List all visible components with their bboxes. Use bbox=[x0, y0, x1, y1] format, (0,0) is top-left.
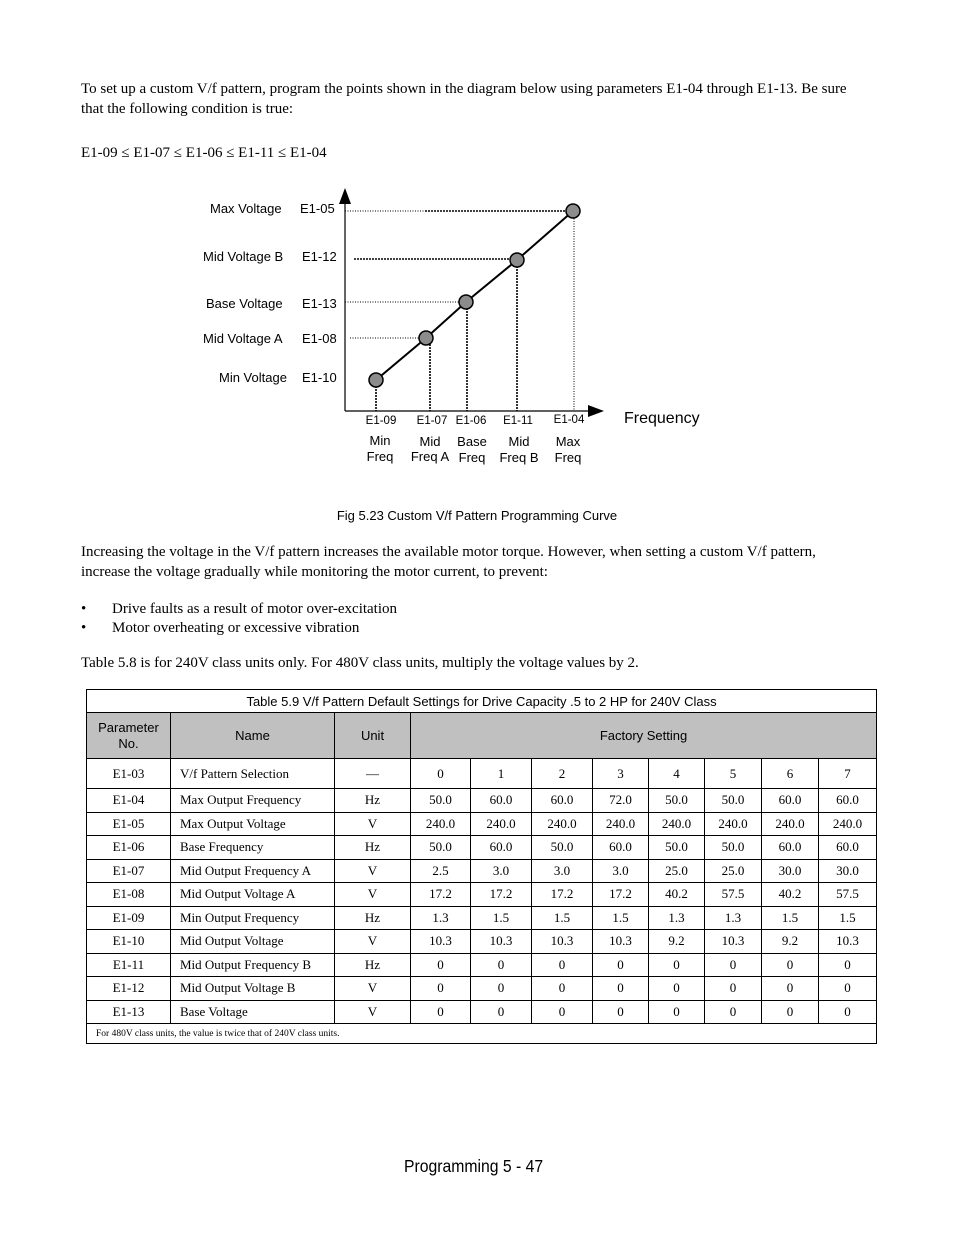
cell-value: 0 bbox=[705, 1000, 762, 1024]
cell-value: 240.0 bbox=[593, 812, 649, 836]
cell-param: E1-09 bbox=[87, 906, 171, 930]
cell-unit: Hz bbox=[335, 906, 411, 930]
xparam-base-freq: E1-06 bbox=[455, 415, 487, 427]
cell-unit: Hz bbox=[335, 836, 411, 860]
table-footnote: For 480V class units, the value is twice that of 240V class units. bbox=[87, 1024, 877, 1044]
x-axis-arrow-icon bbox=[588, 405, 604, 417]
table-row bbox=[87, 953, 877, 977]
cell-value: 2.5 bbox=[411, 859, 471, 883]
xparam-max-freq: E1-04 bbox=[553, 414, 585, 426]
ylabel-max-voltage-param: E1-05 bbox=[300, 201, 335, 216]
xname-mid-freq-a-2: Freq A bbox=[410, 449, 450, 464]
cell-param: E1-04 bbox=[87, 789, 171, 813]
point-min bbox=[369, 373, 383, 387]
cell-value: 0 bbox=[593, 953, 649, 977]
cell-value: 60.0 bbox=[819, 836, 877, 860]
point-base bbox=[459, 295, 473, 309]
cell-value: 1.5 bbox=[471, 906, 532, 930]
cell-value: 50.0 bbox=[411, 836, 471, 860]
cell-value: 60.0 bbox=[762, 836, 819, 860]
cell-value: 50.0 bbox=[532, 836, 593, 860]
table-row bbox=[87, 759, 877, 789]
cell-unit: V bbox=[335, 977, 411, 1001]
cell-value: 60.0 bbox=[819, 789, 877, 813]
cell-value: 0 bbox=[411, 953, 471, 977]
cell-value: 9.2 bbox=[649, 930, 705, 954]
x-axis-label: Frequency bbox=[624, 410, 700, 427]
cell-value: 240.0 bbox=[705, 812, 762, 836]
header-parameter bbox=[87, 713, 171, 759]
cell-value: 72.0 bbox=[593, 789, 649, 813]
cell-value: 0 bbox=[649, 1000, 705, 1024]
cell-value: 7 bbox=[819, 759, 877, 789]
cell-value: 240.0 bbox=[471, 812, 532, 836]
cell-value: 2 bbox=[532, 759, 593, 789]
cell-value: 3.0 bbox=[532, 859, 593, 883]
header-parameter-line2: No. bbox=[118, 735, 139, 751]
cell-value: 1.5 bbox=[532, 906, 593, 930]
cell-value: 0 bbox=[819, 1000, 877, 1024]
xname-mid-freq-b-1: Mid bbox=[508, 434, 530, 449]
bullet-text: Drive faults as a result of motor over-excitation bbox=[112, 601, 398, 617]
point-mid-a bbox=[419, 331, 433, 345]
cell-value: 0 bbox=[705, 953, 762, 977]
bullet-item bbox=[81, 600, 397, 619]
cell-value: 0 bbox=[471, 953, 532, 977]
condition-line: E1-09 ≤ E1-07 ≤ E1-06 ≤ E1-11 ≤ E1-04 bbox=[81, 145, 327, 161]
cell-name: Mid Output Frequency B bbox=[171, 953, 335, 977]
cell-unit: V bbox=[335, 859, 411, 883]
cell-value: 0 bbox=[532, 1000, 593, 1024]
vf-pattern-curve bbox=[376, 211, 573, 380]
xname-min-freq-2: Freq bbox=[366, 449, 394, 464]
xparam-min-freq: E1-09 bbox=[365, 415, 397, 427]
bullet-icon: • bbox=[81, 620, 87, 636]
y-axis-arrow-icon bbox=[339, 188, 351, 204]
cell-value: 10.3 bbox=[593, 930, 649, 954]
point-max bbox=[566, 204, 580, 218]
cell-value: 0 bbox=[593, 977, 649, 1001]
cell-name: Min Output Frequency bbox=[171, 906, 335, 930]
bullet-item bbox=[81, 619, 359, 638]
cell-param: E1-08 bbox=[87, 883, 171, 907]
cell-param: E1-06 bbox=[87, 836, 171, 860]
cell-value: 240.0 bbox=[649, 812, 705, 836]
cell-value: 60.0 bbox=[471, 836, 532, 860]
cell-value: 0 bbox=[705, 977, 762, 1001]
ylabel-min-voltage: Min Voltage bbox=[219, 370, 287, 385]
cell-value: 50.0 bbox=[649, 836, 705, 860]
bullet-text: Motor overheating or excessive vibration bbox=[112, 620, 360, 636]
cell-value: 3 bbox=[593, 759, 649, 789]
cell-value: 0 bbox=[411, 759, 471, 789]
table-row bbox=[87, 1000, 877, 1024]
cell-value: 0 bbox=[411, 977, 471, 1001]
xname-mid-freq-b-2: Freq B bbox=[499, 450, 539, 465]
cell-value: 6 bbox=[762, 759, 819, 789]
cell-value: 57.5 bbox=[705, 883, 762, 907]
cell-value: 0 bbox=[532, 953, 593, 977]
cell-value: 0 bbox=[819, 977, 877, 1001]
cell-value: 60.0 bbox=[762, 789, 819, 813]
cell-unit: V bbox=[335, 812, 411, 836]
cell-value: 4 bbox=[649, 759, 705, 789]
cell-name: Max Output Frequency bbox=[171, 789, 335, 813]
cell-name: Max Output Voltage bbox=[171, 812, 335, 836]
table-row bbox=[87, 977, 877, 1001]
cell-value: 40.2 bbox=[649, 883, 705, 907]
table-title: Table 5.9 V/f Pattern Default Settings for Drive Capacity .5 to 2 HP for 240V Class bbox=[87, 690, 877, 713]
table-row bbox=[87, 930, 877, 954]
cell-param: E1-13 bbox=[87, 1000, 171, 1024]
cell-value: 10.3 bbox=[819, 930, 877, 954]
cell-value: 0 bbox=[762, 1000, 819, 1024]
cell-value: 0 bbox=[471, 977, 532, 1001]
cell-value: 60.0 bbox=[593, 836, 649, 860]
cell-param: E1-11 bbox=[87, 953, 171, 977]
header-factory-setting: Factory Setting bbox=[411, 713, 877, 759]
cell-value: 30.0 bbox=[819, 859, 877, 883]
cell-value: 17.2 bbox=[593, 883, 649, 907]
xname-base-freq-1: Base bbox=[457, 434, 487, 449]
cell-value: 50.0 bbox=[705, 836, 762, 860]
cell-value: 50.0 bbox=[411, 789, 471, 813]
cell-value: 50.0 bbox=[705, 789, 762, 813]
point-mid-b bbox=[510, 253, 524, 267]
cell-value: 3.0 bbox=[471, 859, 532, 883]
header-unit: Unit bbox=[335, 713, 411, 759]
ylabel-min-voltage-param: E1-10 bbox=[302, 370, 337, 385]
xname-min-freq-1: Min bbox=[369, 433, 391, 448]
cell-value: 10.3 bbox=[532, 930, 593, 954]
ylabel-max-voltage: Max Voltage bbox=[210, 201, 282, 216]
ylabel-base-voltage-param: E1-13 bbox=[302, 296, 337, 311]
vf-pattern-diagram bbox=[0, 0, 954, 500]
cell-name: Base Voltage bbox=[171, 1000, 335, 1024]
cell-value: 0 bbox=[819, 953, 877, 977]
cell-unit: V bbox=[335, 930, 411, 954]
ylabel-base-voltage: Base Voltage bbox=[206, 296, 283, 311]
intro-line-2: that the following condition is true: bbox=[81, 101, 294, 117]
cell-value: 240.0 bbox=[411, 812, 471, 836]
cell-value: 1.3 bbox=[411, 906, 471, 930]
cell-value: 1.5 bbox=[762, 906, 819, 930]
xparam-mid-freq-b: E1-11 bbox=[503, 415, 533, 427]
cell-value: 25.0 bbox=[705, 859, 762, 883]
cell-value: 0 bbox=[471, 1000, 532, 1024]
cell-value: 1.5 bbox=[819, 906, 877, 930]
ylabel-mid-voltage-b-param: E1-12 bbox=[302, 249, 337, 264]
cell-value: 9.2 bbox=[762, 930, 819, 954]
cell-value: 0 bbox=[649, 977, 705, 1001]
header-name: Name bbox=[171, 713, 335, 759]
ylabel-mid-voltage-a-param: E1-08 bbox=[302, 331, 337, 346]
cell-value: 1.5 bbox=[593, 906, 649, 930]
cell-value: 0 bbox=[762, 953, 819, 977]
cell-value: 240.0 bbox=[762, 812, 819, 836]
cell-name: V/f Pattern Selection bbox=[171, 759, 335, 789]
cell-value: 240.0 bbox=[819, 812, 877, 836]
intro-line-1: To set up a custom V/f pattern, program the points shown in the diagram below using parameters E1-04 through E1-13. Be sure bbox=[81, 81, 847, 97]
cell-value: 57.5 bbox=[819, 883, 877, 907]
cell-value: 5 bbox=[705, 759, 762, 789]
xname-max-freq-2: Freq bbox=[554, 450, 582, 465]
cell-value: 1.3 bbox=[705, 906, 762, 930]
cell-value: 60.0 bbox=[532, 789, 593, 813]
ylabel-mid-voltage-a: Mid Voltage A bbox=[203, 331, 283, 346]
xname-mid-freq-a-1: Mid bbox=[419, 434, 441, 449]
cell-value: 1.3 bbox=[649, 906, 705, 930]
table-row bbox=[87, 789, 877, 813]
body-line-1: Increasing the voltage in the V/f pattern increases the available motor torque. However, when setting a custom V/f pattern, bbox=[81, 544, 816, 560]
cell-value: 0 bbox=[593, 1000, 649, 1024]
cell-param: E1-12 bbox=[87, 977, 171, 1001]
table-row bbox=[87, 836, 877, 860]
body-paragraph bbox=[81, 542, 881, 582]
page-footer: Programming 5 - 47 bbox=[404, 1156, 544, 1176]
cell-value: 0 bbox=[532, 977, 593, 1001]
cell-value: 50.0 bbox=[649, 789, 705, 813]
table-note-row bbox=[87, 1024, 877, 1044]
cell-unit: Hz bbox=[335, 789, 411, 813]
cell-value: 1 bbox=[471, 759, 532, 789]
cell-name: Mid Output Voltage B bbox=[171, 977, 335, 1001]
table-row bbox=[87, 859, 877, 883]
cell-param: E1-03 bbox=[87, 759, 171, 789]
cell-name: Mid Output Frequency A bbox=[171, 859, 335, 883]
cell-unit: Hz bbox=[335, 953, 411, 977]
cell-value: 0 bbox=[762, 977, 819, 1001]
xname-base-freq-2: Freq bbox=[458, 450, 486, 465]
cell-value: 17.2 bbox=[411, 883, 471, 907]
cell-name: Base Frequency bbox=[171, 836, 335, 860]
cell-param: E1-10 bbox=[87, 930, 171, 954]
table-row bbox=[87, 906, 877, 930]
cell-value: 0 bbox=[411, 1000, 471, 1024]
horizontal-guides bbox=[345, 211, 573, 338]
table-row bbox=[87, 883, 877, 907]
cell-param: E1-05 bbox=[87, 812, 171, 836]
cell-value: 240.0 bbox=[532, 812, 593, 836]
cell-value: 10.3 bbox=[411, 930, 471, 954]
cell-value: 25.0 bbox=[649, 859, 705, 883]
cell-param: E1-07 bbox=[87, 859, 171, 883]
cell-value: 10.3 bbox=[471, 930, 532, 954]
figure-caption: Fig 5.23 Custom V/f Pattern Programming Curve bbox=[336, 508, 618, 523]
cell-name: Mid Output Voltage bbox=[171, 930, 335, 954]
body-line-2: increase the voltage gradually while monitoring the motor current, to prevent: bbox=[81, 564, 548, 580]
cell-name: Mid Output Voltage A bbox=[171, 883, 335, 907]
ylabel-mid-voltage-b: Mid Voltage B bbox=[203, 249, 284, 264]
table-row bbox=[87, 812, 877, 836]
cell-value: 3.0 bbox=[593, 859, 649, 883]
xname-max-freq-1: Max bbox=[555, 434, 581, 449]
cell-value: 60.0 bbox=[471, 789, 532, 813]
cell-value: 30.0 bbox=[762, 859, 819, 883]
cell-value: 40.2 bbox=[762, 883, 819, 907]
cell-unit: V bbox=[335, 1000, 411, 1024]
cell-value: 0 bbox=[649, 953, 705, 977]
xparam-mid-freq-a: E1-07 bbox=[416, 415, 448, 427]
header-parameter-line1: Parameter bbox=[98, 719, 159, 735]
cell-value: 17.2 bbox=[532, 883, 593, 907]
bullet-icon: • bbox=[81, 601, 87, 617]
vf-settings-table bbox=[86, 689, 877, 1044]
cell-unit: — bbox=[335, 759, 411, 789]
table-note-paragraph: Table 5.8 is for 240V class units only. For 480V class units, multiply the voltage values by 2. bbox=[81, 655, 639, 671]
vertical-guides bbox=[376, 211, 574, 411]
cell-value: 10.3 bbox=[705, 930, 762, 954]
cell-value: 17.2 bbox=[471, 883, 532, 907]
cell-unit: V bbox=[335, 883, 411, 907]
